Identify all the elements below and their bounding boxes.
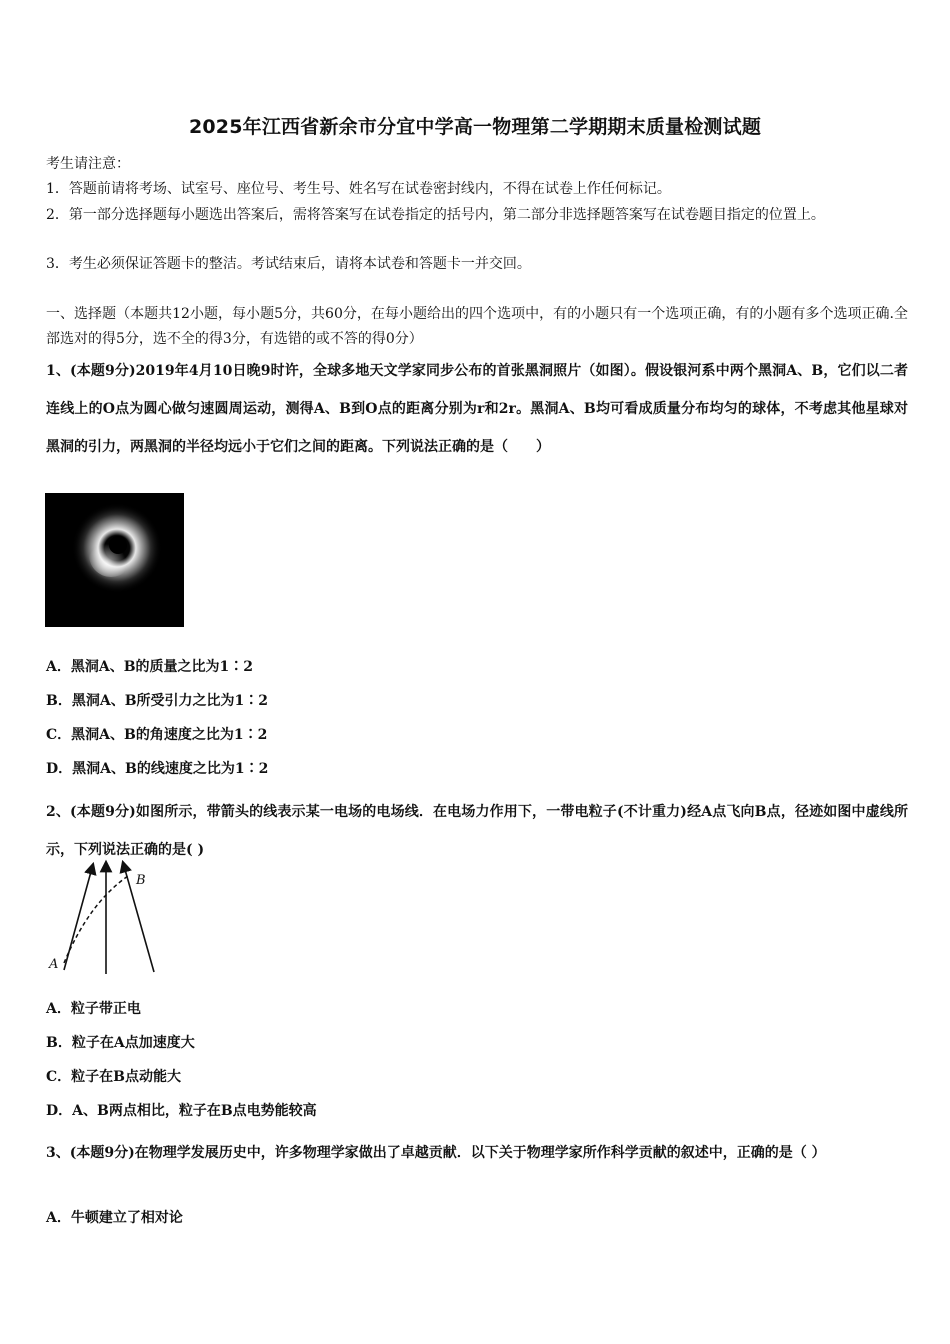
q1-option-a: A．黑洞A、B的质量之比为1∶2 [46,659,254,675]
electric-field-diagram [44,858,162,976]
q2-option-d: D．A、B两点相比，粒子在B点电势能较高 [46,1103,317,1119]
q2-option-a: A．粒子带正电 [46,1001,141,1017]
point-a-label: A [49,957,59,972]
black-hole-image [45,493,184,627]
q2-option-b: B．粒子在A点加速度大 [46,1035,195,1051]
question-1-stem: 1、(本题9分)2019年4月10日晚9时许，全球多地天文学家同步公布的首张黑洞照片（如图）。假设银河系中两个黑洞A、B，它们以二者连线上的O点为圆心做匀速圆周运动，测得A、B到O点的距离分别为r和2r。黑洞A、B均可看成质量分布均匀的球体，不考虑其他星球对黑洞的引力，两黑洞的半径均远小于它们之间的距离。下列说法正确的是（ ） [46,363,908,455]
section-intro: 一、选择题（本题共12小题，每小题5分，共60分，在每小题给出的四个选项中，有的小题只有一个选项正确，有的小题有多个选项正确.全部选对的得5分，选不全的得3分，有选错的或不答的得0分） [46,306,908,347]
question-2-stem: 2、(本题9分)如图所示，带箭头的线表示某一电场的电场线．在电场力作用下，一带电粒子(不计重力)经A点飞向B点，径迹如图中虚线所示，下列说法正确的是( ) [46,804,908,858]
notice-item-3: 3．考生必须保证答题卡的整洁。考试结束后，请将本试卷和答题卡一并交回。 [46,256,531,272]
q1-option-c: C．黑洞A、B的角速度之比为1∶2 [46,727,268,743]
q1-option-b: B．黑洞A、B所受引力之比为1∶2 [46,693,269,709]
notice-item-2: 2．第一部分选择题每小题选出答案后，需将答案写在试卷指定的括号内，第二部分非选择题答案写在试卷题目指定的位置上。 [46,207,825,223]
notice-heading: 考生请注意： [46,156,130,172]
notice-item-1: 1．答题前请将考场、试室号、座位号、考生号、姓名写在试卷密封线内，不得在试卷上作任何标记。 [46,181,671,197]
question-3-stem: 3、(本题9分)在物理学发展历史中，许多物理学家做出了卓越贡献．以下关于物理学家所作科学贡献的叙述中，正确的是（ ） [46,1145,826,1161]
point-b-label: B [136,873,146,888]
q1-option-d: D．黑洞A、B的线速度之比为1∶2 [46,761,269,777]
q2-option-c: C．粒子在B点动能大 [46,1069,181,1085]
q3-option-a: A．牛顿建立了相对论 [46,1210,183,1226]
page-title: 2025年江西省新余市分宜中学高一物理第二学期期末质量检测试题 [188,116,762,138]
